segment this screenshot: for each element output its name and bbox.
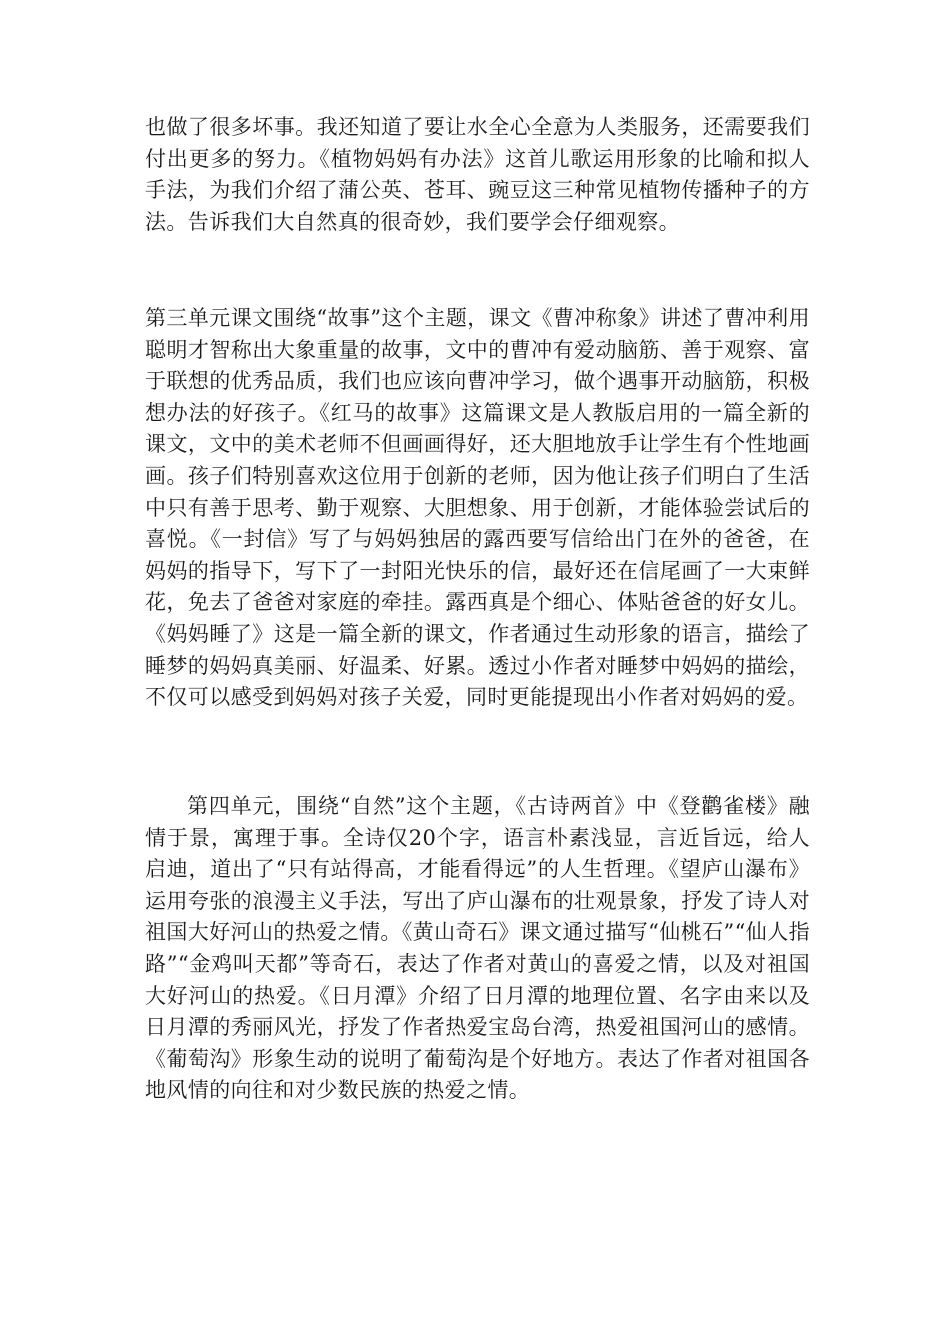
paragraph-unit-two-ending: 也做了很多坏事。我还知道了要让水全心全意为人类服务，还需要我们付出更多的努力。《植物妈妈有办法》这首儿歌运用形象的比喻和拟人手法，为我们介绍了蒲公英、苍耳、豌豆这三种常见植物传播种子的方法。告诉我们大自然真的很奇妙，我们要学会仔细观察。 <box>145 115 810 234</box>
paragraph-unit-three: 第三单元课文围绕“故事”这个主题，课文《曹冲称象》讲述了曹冲利用聪明才智称出大象重量的故事，文中的曹冲有爱动脑筋、善于观察、富于联想的优秀品质，我们也应该向曹冲学习，做个遇事开动脑筋，积极想办法的好孩子。《红马的故事》这篇课文是人教版启用的一篇全新的课文，文中的美术老师不但画画得好，还大胆地放手让学生有个性地画画。孩子们特别喜欢这位用于创新的老师，因为他让孩子们明白了生活中只有善于思考、勤于观察、大胆想象、用于创新，才能体验尝试后的喜悦。《一封信》写了与妈妈独居的露西要写信给出门在外的爸爸，在妈妈的指导下，写下了一封阳光快乐的信，最好还在信尾画了一大束鲜花，免去了爸爸对家庭的牵挂。露西真是个细心、体贴爸爸的好女儿。《妈妈睡了》这是一篇全新的课文，作者通过生动形象的语言，描绘了睡梦的妈妈真美丽、好温柔、好累。透过小作者对睡梦中妈妈的描绘，不仅可以感受到妈妈对孩子关爱，同时更能提现出小作者对妈妈的爱。 <box>145 306 810 710</box>
paragraph-unit-four: 第四单元，围绕“自然”这个主题，《古诗两首》中《登鹳雀楼》融情于景，寓理于事。全诗仅20个字，语言朴素浅显，言近旨远，给人启迪，道出了“只有站得高，才能看得远”的人生哲理。《望庐山瀑布》运用夸张的浪漫主义手法，写出了庐山瀑布的壮观景象，抒发了诗人对祖国大好河山的热爱之情。《黄山奇石》课文通过描写“仙桃石”“仙人指路”“金鸡叫天都”等奇石，表达了作者对黄山的喜爱之情，以及对祖国大好河山的热爱。《日月潭》介绍了日月潭的地理位置、名字由来以及日月潭的秀丽风光，抒发了作者热爱宝岛台湾，热爱祖国河山的感情。《葡萄沟》形象生动的说明了葡萄沟是个好地方。表达了作者对祖国各地风情的向往和对少数民族的热爱之情。 <box>145 794 810 1103</box>
